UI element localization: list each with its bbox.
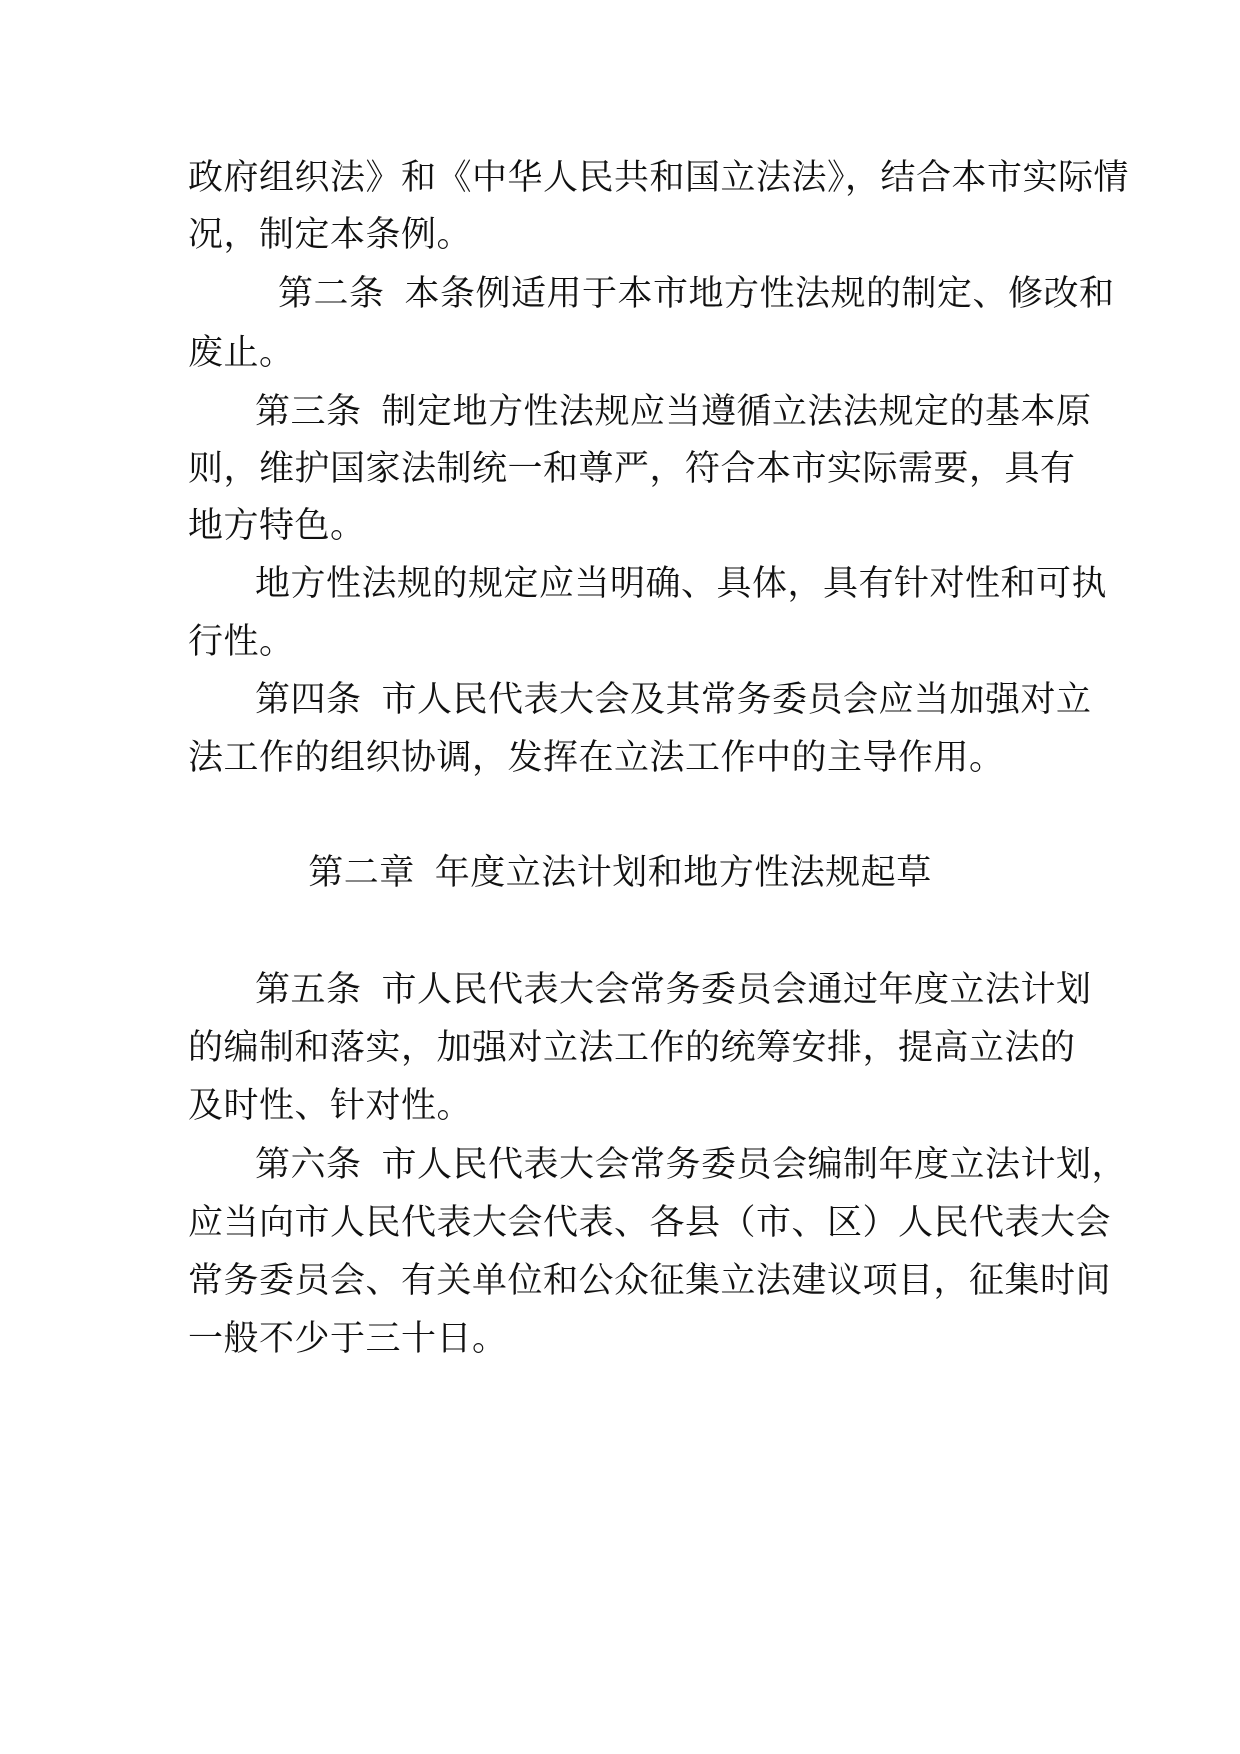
article-3-line: 第三条 制定地方性法规应当遵循立法法规定的基本原: [255, 392, 1092, 432]
chapter-title: 年度立法计划和地方性法规起草: [434, 853, 932, 893]
text-line: 况，制定本条例。: [188, 215, 473, 255]
text-line: 地方特色。: [188, 506, 366, 546]
text-line: 废止。: [188, 333, 295, 373]
text-line: 法工作的组织协调，发挥在立法工作中的主导作用。: [188, 738, 1005, 778]
text-line: 政府组织法》和《中华人民共和国立法法》，结合本市实际情: [188, 158, 1130, 198]
text-line: 常务委员会、有关单位和公众征集立法建议项目，征集时间: [188, 1261, 1112, 1301]
text-line: 地方性法规的规定应当明确、具体，具有针对性和可执: [255, 564, 1108, 604]
text-line: 则，维护国家法制统一和尊严，符合本市实际需要，具有: [188, 449, 1076, 489]
chapter-number: 第二章: [308, 853, 415, 893]
article-2-line: 第二条 本条例适用于本市地方性法规的制定、修改和: [278, 274, 1115, 314]
text-line: 及时性、针对性。: [188, 1086, 473, 1126]
text-line: 一般不少于三十日。: [188, 1319, 508, 1359]
article-4-line: 第四条 市人民代表大会及其常务委员会应当加强对立: [255, 680, 1092, 720]
article-5-line: 第五条 市人民代表大会常务委员会通过年度立法计划: [255, 970, 1092, 1010]
chapter-heading: [0, 853, 1240, 893]
text-line: 的编制和落实，加强对立法工作的统筹安排，提高立法的: [188, 1028, 1076, 1068]
text-line: 应当向市人民代表大会代表、各县（市、区）人民代表大会: [188, 1203, 1112, 1243]
article-6-line: 第六条 市人民代表大会常务委员会编制年度立法计划，: [255, 1145, 1128, 1185]
article-number: 第二条: [278, 274, 385, 314]
article-number: 第三条: [255, 392, 362, 432]
text-line: 行性。: [188, 622, 295, 662]
article-number: 第五条: [255, 970, 362, 1010]
article-number: 第六条: [255, 1145, 362, 1185]
article-number: 第四条: [255, 680, 362, 720]
